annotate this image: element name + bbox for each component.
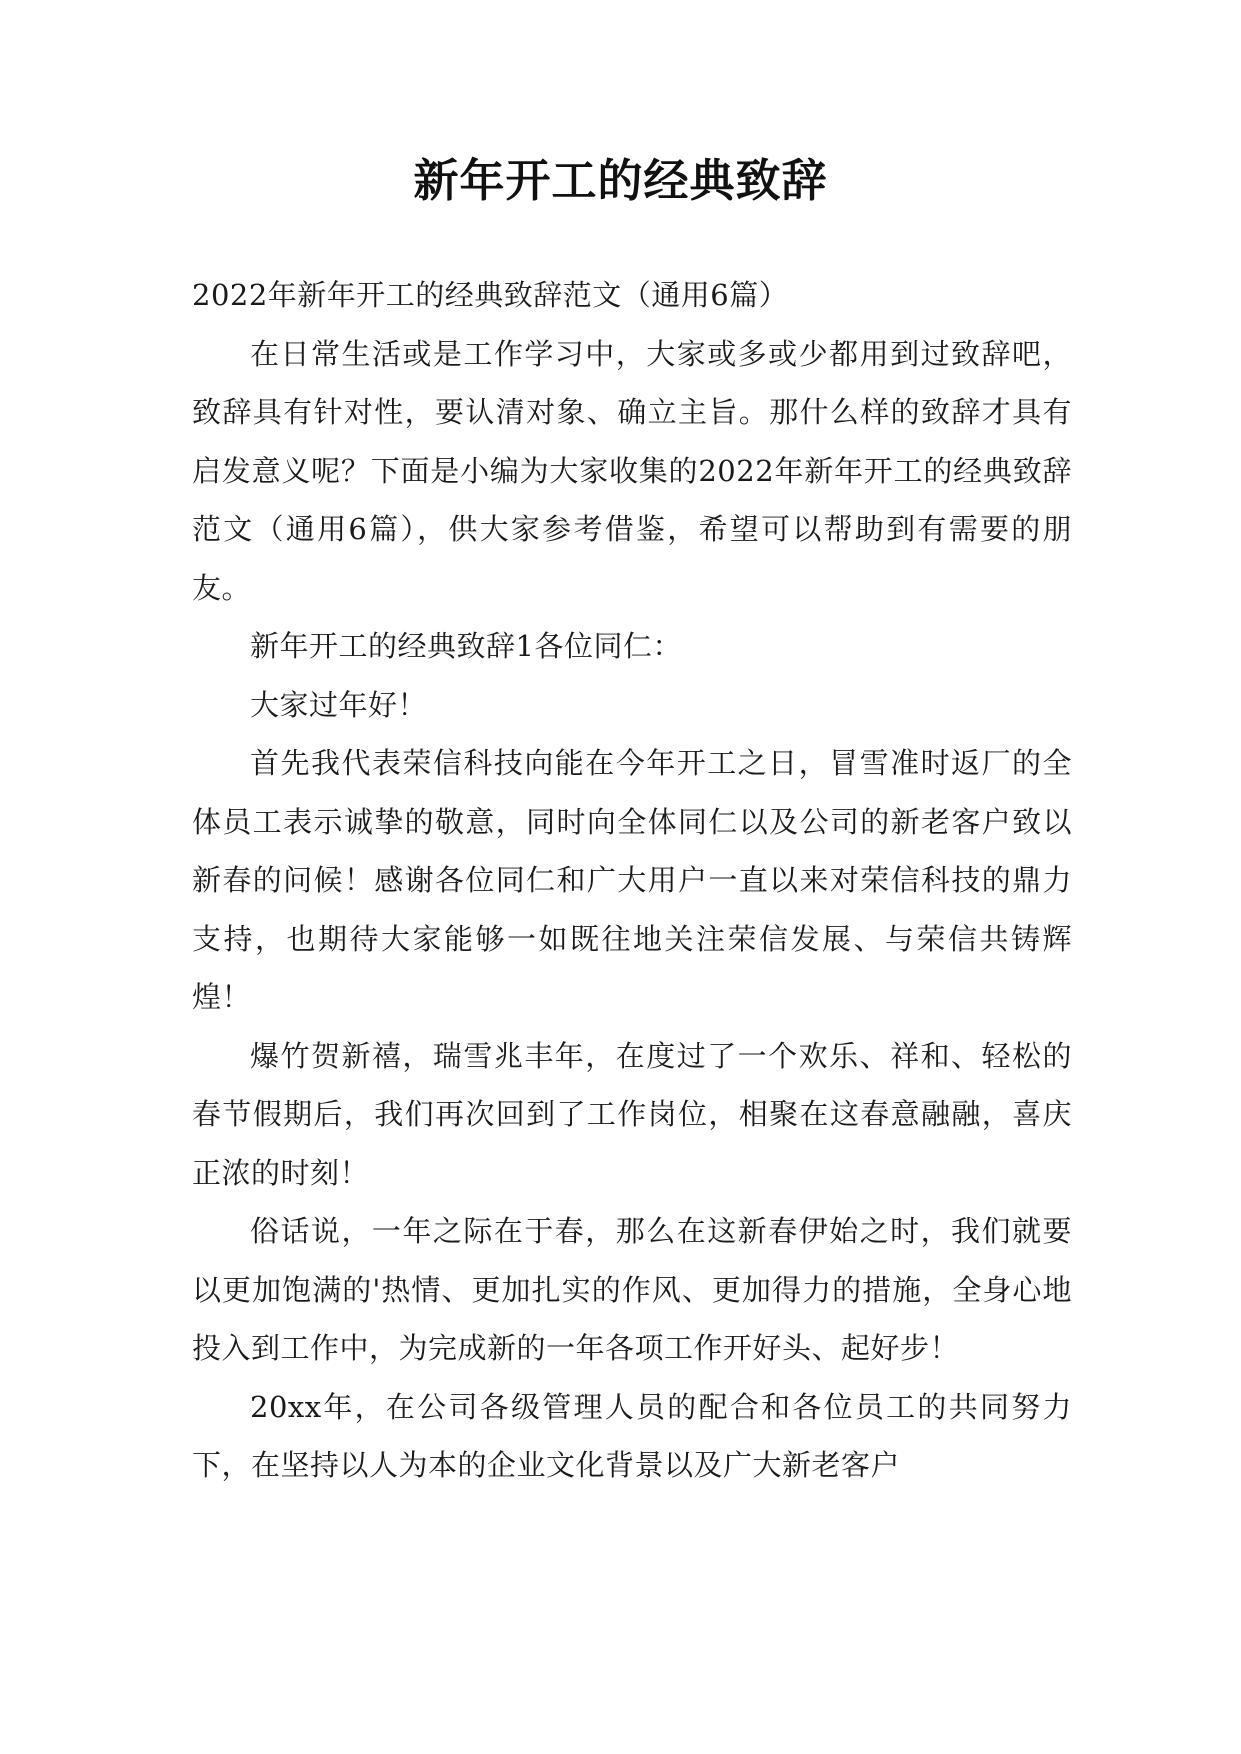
paragraph-speech-heading: 新年开工的经典致辞1各位同仁： — [250, 629, 682, 663]
paragraph-greeting: 大家过年好！ — [250, 687, 428, 722]
paragraph-subtitle: 2022年新年开工的经典致辞范文（通用6篇） — [192, 278, 789, 312]
paragraph-body: 首先我代表荣信科技向能在今年开工之日，冒雪准时返厂的全体员工表示诚挚的敬意，同时向全体同仁以及公司的新老客户致以新春的问候！感谢各位同仁和广大用户一直以来对荣信科技的鼎力支持，也期待大家能够一如既往地关注荣信发展、与荣信共铸辉煌！ — [192, 746, 1072, 1014]
paragraph-body: 20xx年，在公司各级管理人员的配合和各位员工的共同努力下，在坚持以人为本的企业文化背景以及广大新老客户 — [192, 1389, 1072, 1482]
paragraph-body: 爆竹贺新禧，瑞雪兆丰年，在度过了一个欢乐、祥和、轻松的春节假期后，我们再次回到了工作岗位，相聚在这春意融融，喜庆正浓的时刻！ — [192, 1038, 1072, 1190]
document-title: 新年开工的经典致辞 — [413, 154, 828, 207]
paragraph-body: 俗话说，一年之际在于春，那么在这新春伊始之时，我们就要以更加饱满的'热情、更加扎实的作风、更加得力的措施，全身心地投入到工作中，为完成新的一年各项工作开好头、起好步！ — [192, 1214, 1072, 1365]
document-body — [192, 266, 1072, 1495]
paragraph-intro: 在日常生活或是工作学习中，大家或多或少都用到过致辞吧，致辞具有针对性，要认清对象、确立主旨。那什么样的致辞才具有启发意义呢？下面是小编为大家收集的2022年新年开工的经典致辞范文（通用6篇），供大家参考借鉴，希望可以帮助到有需要的朋友。 — [192, 336, 1072, 605]
